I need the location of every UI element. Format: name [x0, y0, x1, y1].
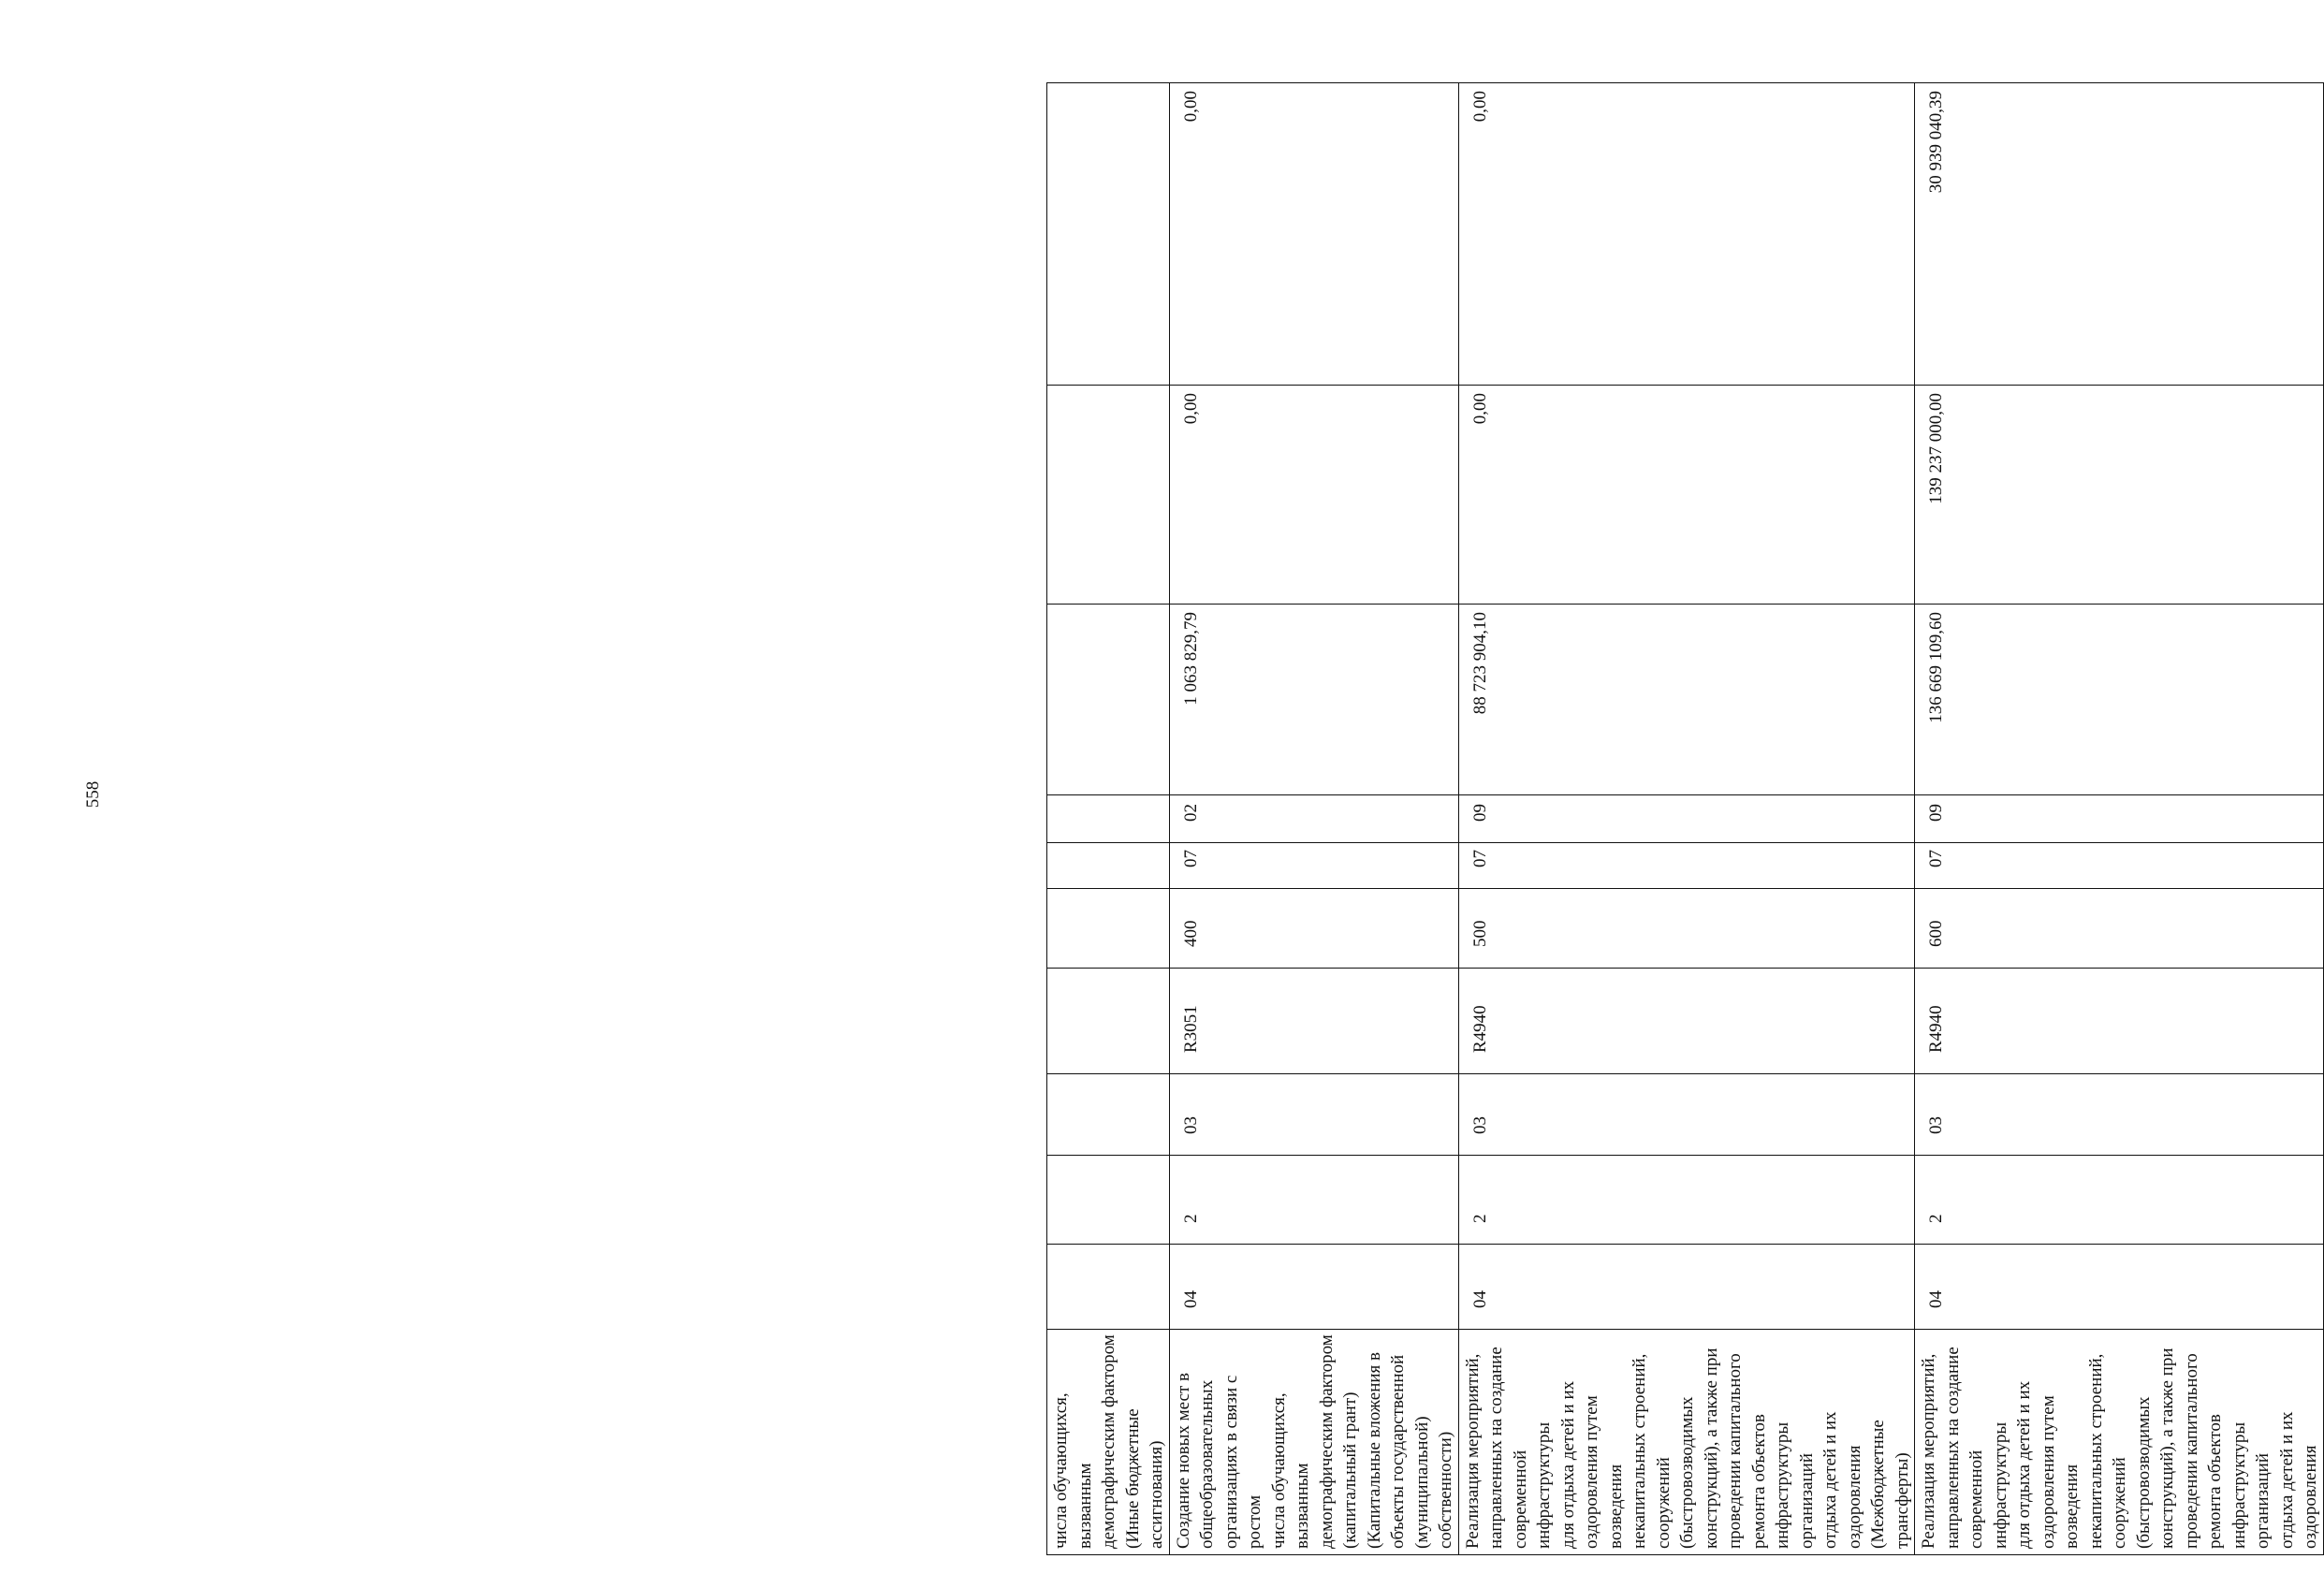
measure-code-cell: 03 [1169, 1074, 1458, 1156]
expense-type-cell: 600 [1915, 889, 2324, 969]
table-row [1915, 83, 2324, 1555]
row-description: Создание новых мест в общеобразовательных организациях в связи с ростом числа обучающихся, вызванным демографическим фактором (капитальный грант) (Капитальные вложения в объекты государственной (муниципальной) собственности) [1169, 1330, 1458, 1555]
amount-year1-cell: 1 063 829,79 [1169, 605, 1458, 795]
amount-year2-cell [1047, 386, 1170, 605]
amount-year1-cell: 88 723 904,10 [1458, 605, 1915, 795]
direction-code-cell: R3051 [1169, 969, 1458, 1074]
program-code-cell: 04 [1458, 1245, 1915, 1330]
amount-year1-cell [1047, 605, 1170, 795]
section-code-cell [1047, 843, 1170, 889]
direction-code-cell: R4940 [1915, 969, 2324, 1074]
rotated-table-container [1046, 83, 2320, 1555]
program-code-cell [1047, 1245, 1170, 1330]
subprogram-code-cell: 2 [1915, 1156, 2324, 1245]
program-code-cell: 04 [1169, 1245, 1458, 1330]
subsection-code-cell [1047, 795, 1170, 843]
budget-table [1046, 82, 2324, 1555]
amount-year3-cell: 0,00 [1458, 83, 1915, 386]
table-row [1169, 83, 1458, 1555]
section-code-cell: 07 [1169, 843, 1458, 889]
amount-year1-cell: 136 669 109,60 [1915, 605, 2324, 795]
direction-code-cell [1047, 969, 1170, 1074]
subsection-code-cell: 02 [1169, 795, 1458, 843]
measure-code-cell [1047, 1074, 1170, 1156]
amount-year2-cell: 0,00 [1169, 386, 1458, 605]
subsection-code-cell: 09 [1915, 795, 2324, 843]
measure-code-cell: 03 [1458, 1074, 1915, 1156]
section-code-cell: 07 [1915, 843, 2324, 889]
expense-type-cell [1047, 889, 1170, 969]
expense-type-cell: 400 [1169, 889, 1458, 969]
row-description: числа обучающихся, вызванным демографическим фактором (Иные бюджетные ассигнования) [1047, 1330, 1170, 1555]
amount-year3-cell: 30 939 040,39 [1915, 83, 2324, 386]
row-description: Реализация мероприятий, направленных на создание современной инфраструктуры для отдыха детей и их оздоровления путем возведения некапитальных строений, сооружений (быстровозводимых конструкций), а также при проведении капитального ремонта объектов инфраструктуры организаций отдыха детей и их оздоровления [1915, 1330, 2324, 1555]
subprogram-code-cell [1047, 1156, 1170, 1245]
program-code-cell: 04 [1915, 1245, 2324, 1330]
amount-year2-cell: 139 237 000,00 [1915, 386, 2324, 605]
amount-year2-cell: 0,00 [1458, 386, 1915, 605]
section-code-cell: 07 [1458, 843, 1915, 889]
expense-type-cell: 500 [1458, 889, 1915, 969]
amount-year3-cell [1047, 83, 1170, 386]
direction-code-cell: R4940 [1458, 969, 1915, 1074]
row-description: Реализация мероприятий, направленных на создание современной инфраструктуры для отдыха детей и их оздоровления путем возведения некапитальных строений, сооружений (быстровозводимых конструкций), а также при проведении капитального ремонта объектов инфраструктуры организаций отдыха детей и их оздоровления (Межбюджетные трансферты) [1458, 1330, 1915, 1555]
table-row [1458, 83, 1915, 1555]
page-number: 558 [83, 780, 103, 809]
subsection-code-cell: 09 [1458, 795, 1915, 843]
amount-year3-cell: 0,00 [1169, 83, 1458, 386]
subprogram-code-cell: 2 [1458, 1156, 1915, 1245]
table-row [1047, 83, 1170, 1555]
subprogram-code-cell: 2 [1169, 1156, 1458, 1245]
measure-code-cell: 03 [1915, 1074, 2324, 1156]
